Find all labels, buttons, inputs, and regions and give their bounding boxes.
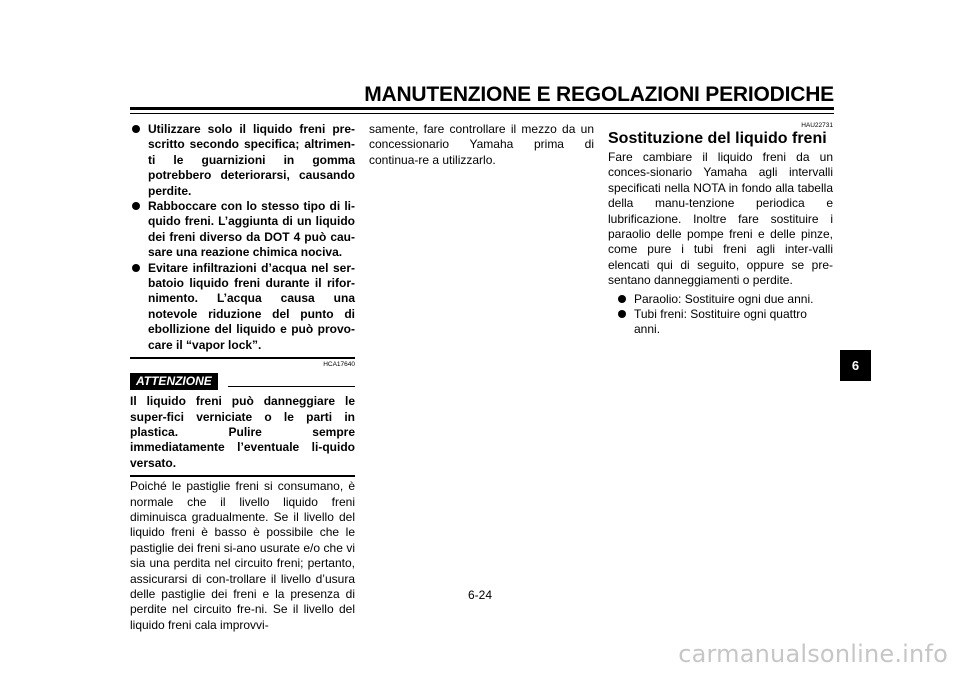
- body-paragraph-continued: samente, fare controllare il mezzo da un concessionario Yamaha prima di continua-re a utilizzarlo.: [369, 122, 594, 167]
- warning-bullet-list: [130, 122, 355, 353]
- caution-text: Il liquido freni può danneggiare le super-fici verniciate o le parti in plastica. Pulire sempre immediatamente l’eventuale li-quido versato.: [130, 394, 355, 470]
- page-header-title: MANUTENZIONE E REGOLAZIONI PERIODICHE: [364, 83, 834, 106]
- section-code: HAU22731: [801, 122, 833, 129]
- section-body: Fare cambiare il liquido freni da un conces-sionario Yamaha agli intervalli specificati nella NOTA in fondo alla tabella della manu-tenzione periodica e lubrificazione. Inoltre fare sostituire i paraolio delle pompe freni e delle pinze, come pure i tubi freni agli inter-valli elencati qui di seguito, oppure se pre-sentano danneggiamenti o perdite.: [608, 150, 833, 288]
- header-rule: [130, 107, 834, 110]
- replacement-bullet: Paraolio: Sostituire ogni due anni.: [608, 292, 833, 307]
- chapter-tab: 6: [840, 350, 871, 381]
- column-left: [130, 122, 355, 633]
- page-number: 6-24: [467, 588, 493, 602]
- replacement-bullet-list: [608, 292, 833, 338]
- column-middle: [369, 122, 594, 168]
- bullet-dot-icon: [132, 264, 140, 272]
- warning-bullet: Evitare infiltrazioni d’acqua nel ser-batoio liquido freni durante il rifor-nimento. L’acqua causa una notevole riduzione del punto di ebollizione del liquido e può provo-care il “vapor lock”.: [130, 261, 355, 353]
- warning-bullet: Utilizzare solo il liquido freni pre-scritto secondo specifica; altrimen-ti le guarnizioni in gomma potrebbero deteriorarsi, causando perdite.: [130, 122, 355, 199]
- caution-code: HCA17640: [323, 361, 355, 369]
- caution-end-rule: [130, 475, 355, 477]
- caution-heading: [130, 373, 355, 390]
- bullet-dot-icon: [618, 310, 626, 318]
- bullet-dot-icon: [618, 295, 626, 303]
- header-rule-thin: [130, 113, 834, 114]
- bullet-dot-icon: [132, 202, 140, 210]
- replacement-bullet: Tubi freni: Sostituire ogni quattro anni.: [608, 307, 833, 338]
- caution-heading-line: [228, 386, 355, 387]
- body-paragraph: Poiché le pastiglie freni si consumano, è normale che il livello liquido freni diminuisca gradualmente. Se il livello del liquido freni è basso è possibile che le pastiglie dei freni si-ano usurate e/o che vi sia una perdita nel circuito freni; pertanto, assicurarsi di con-trollare il livello d’usura delle pastiglie dei freni e la presenza di perdite nel circuito fre-ni. Se il livello del liquido freni cala improvvi-: [130, 479, 355, 632]
- warning-bullet: Rabboccare con lo stesso tipo di li-quido freni. L’aggiunta di un liquido dei freni diverso da DOT 4 può cau-sare una reazione chimica nociva.: [130, 199, 355, 261]
- section-title: Sostituzione del liquido freni: [608, 130, 827, 147]
- caution-label: ATTENZIONE: [130, 373, 218, 390]
- bullet-dot-icon: [132, 125, 140, 133]
- watermark: carmanualsonline.info: [678, 640, 948, 668]
- warning-end-rule: [130, 357, 355, 359]
- column-right: [608, 122, 833, 338]
